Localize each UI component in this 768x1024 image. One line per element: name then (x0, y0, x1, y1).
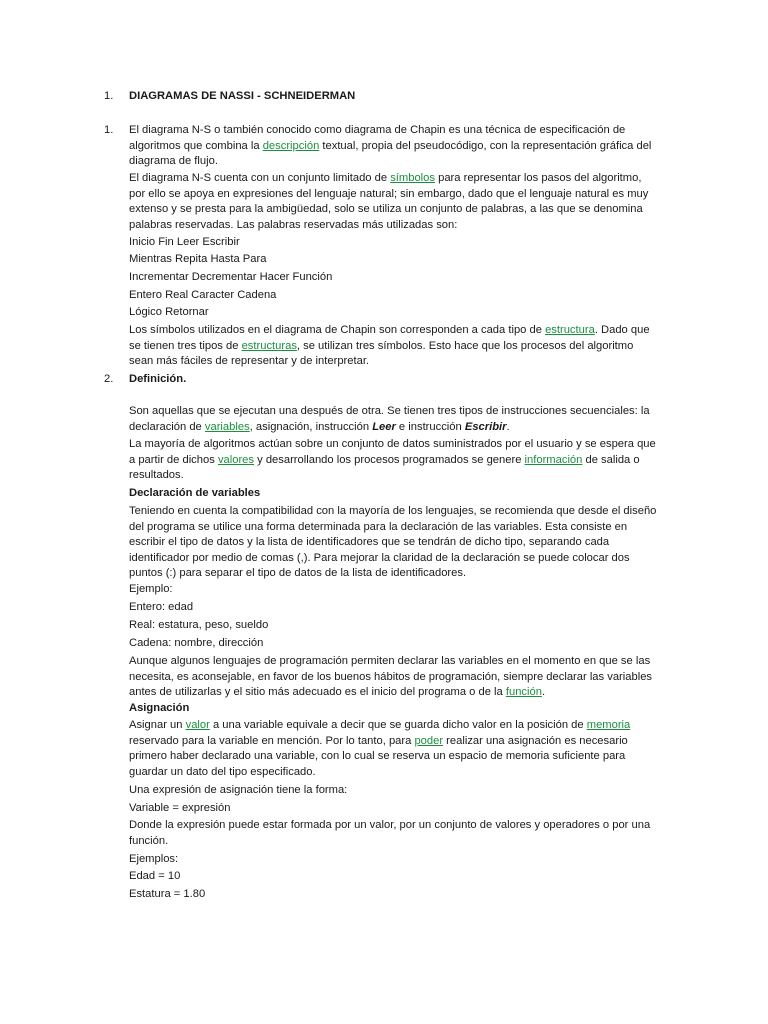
document-title: DIAGRAMAS DE NASSI - SCHNEIDERMAN (129, 90, 356, 102)
paragraph-intro: El diagrama N-S o también conocido como diagrama de Chapin es una técnica de especificación de algoritmos que combina la descripción textual, propia del pseudocódigo, con la representación gráfica del diagrama de flujo. (129, 124, 652, 168)
reserved-words-line: Mientras Repita Hasta Para (129, 253, 267, 265)
link-valores[interactable]: valores (217, 453, 255, 466)
list-number: 2. (104, 373, 114, 385)
text-line: Ejemplos: (129, 853, 179, 865)
link-estructura[interactable]: estructura (545, 324, 595, 336)
section-heading-definicion: Definición. (129, 373, 187, 385)
paragraph-structures: Los símbolos utilizados en el diagrama de Chapin son corresponden a cada tipo de estructura. Dado que se tienen tres tipos de estructuras, se utilizan tres símbolos. Esto hace que los procesos del algoritmo sean más fáciles de representar y de interpretar. (129, 324, 650, 368)
example-line: Entero: edad (129, 601, 194, 613)
link-estructuras[interactable]: estructuras (241, 339, 297, 352)
paragraph-expression: Donde la expresión puede estar formada por un valor, por un conjunto de valores y operadores o por una función. (129, 819, 651, 847)
reserved-words-line: Entero Real Caracter Cadena (129, 289, 277, 301)
paragraph-habits: Aunque algunos lenguajes de programación permiten declarar las variables en el momento en que se las necesita, es aconsejable, en favor de los buenos hábitos de programación, siempre declarar las variables antes de utilizarlas y el sitio más adecuado es el inicio del programa o de la función. (129, 655, 653, 699)
example-line: Ejemplo: (129, 583, 173, 595)
list-number: 1. (104, 90, 114, 102)
example-line: Edad = 10 (129, 870, 181, 882)
link-memoria[interactable]: memoria (586, 719, 631, 731)
paragraph-declaration: Teniendo en cuenta la compatibilidad con la mayoría de los lenguajes, se recomienda que desde el diseño del programa se utilice una forma determinada para la declaración de las variables. Esta consiste en escribir el tipo de datos y la lista de identificadores que se tendrán de dicho tipo, separando cada identificador por medio de comas (,). Para mejorar la claridad de la declaración se puede colocar dos puntos (:) para separar el tipo de datos de la lista de identificadores. (129, 505, 657, 580)
paragraph-data: La mayoría de algoritmos actúan sobre un conjunto de datos suministrados por el usuario y se espera que a partir de dichos valores y desarrollando los procesos programados se genere información de salida o resultados. (129, 438, 656, 482)
paragraph-definition: Son aquellas que se ejecutan una después de otra. Se tienen tres tipos de instrucciones secuenciales: la declaración de variables, asignación, instrucción Leer e instrucción Escribir. (129, 405, 650, 433)
link-informacion[interactable]: información (524, 453, 583, 466)
link-funcion[interactable]: función (505, 686, 542, 699)
link-valor[interactable]: valor (185, 719, 210, 731)
paragraph-assignment: Asignar un valor a una variable equivale a decir que se guarda dicho valor en la posición de memoria reservado para la variable en mención. Por lo tanto, para poder realizar una asignación es necesario primero haber declarado una variable, con lo cual se reserva un espacio de memoria suficiente para guardar un dato del tipo especificado. (129, 719, 631, 778)
example-line: Cadena: nombre, dirección (129, 637, 264, 649)
text-line: Una expresión de asignación tiene la forma: (129, 784, 348, 796)
paragraph-symbols: El diagrama N-S cuenta con un conjunto limitado de símbolos para representar los pasos del algoritmo, por ello se apoya en expresiones del lenguaje natural; sin embargo, dado que el lenguaje natural es muy extenso y se presta para la ambigüedad, solo se utiliza un conjunto de palabras, a las que se denomina palabras reservadas. Las palabras reservadas más utilizadas son: (129, 172, 649, 231)
reserved-words-line: Incrementar Decrementar Hacer Función (129, 271, 333, 283)
subheading-asignacion: Asignación (129, 702, 190, 714)
example-line: Estatura = 1.80 (129, 888, 206, 900)
text-line: Variable = expresión (129, 802, 231, 814)
link-variables[interactable]: variables (204, 420, 250, 433)
reserved-words-line: Inicio Fin Leer Escribir (129, 236, 240, 248)
link-poder[interactable]: poder (414, 734, 444, 747)
reserved-words-line: Lógico Retornar (129, 306, 209, 318)
list-number: 1. (104, 124, 114, 136)
example-line: Real: estatura, peso, sueldo (129, 619, 269, 631)
subheading-declaracion: Declaración de variables (129, 487, 261, 499)
link-descripcion[interactable]: descripción (262, 139, 320, 152)
link-simbolos[interactable]: símbolos (390, 172, 435, 184)
